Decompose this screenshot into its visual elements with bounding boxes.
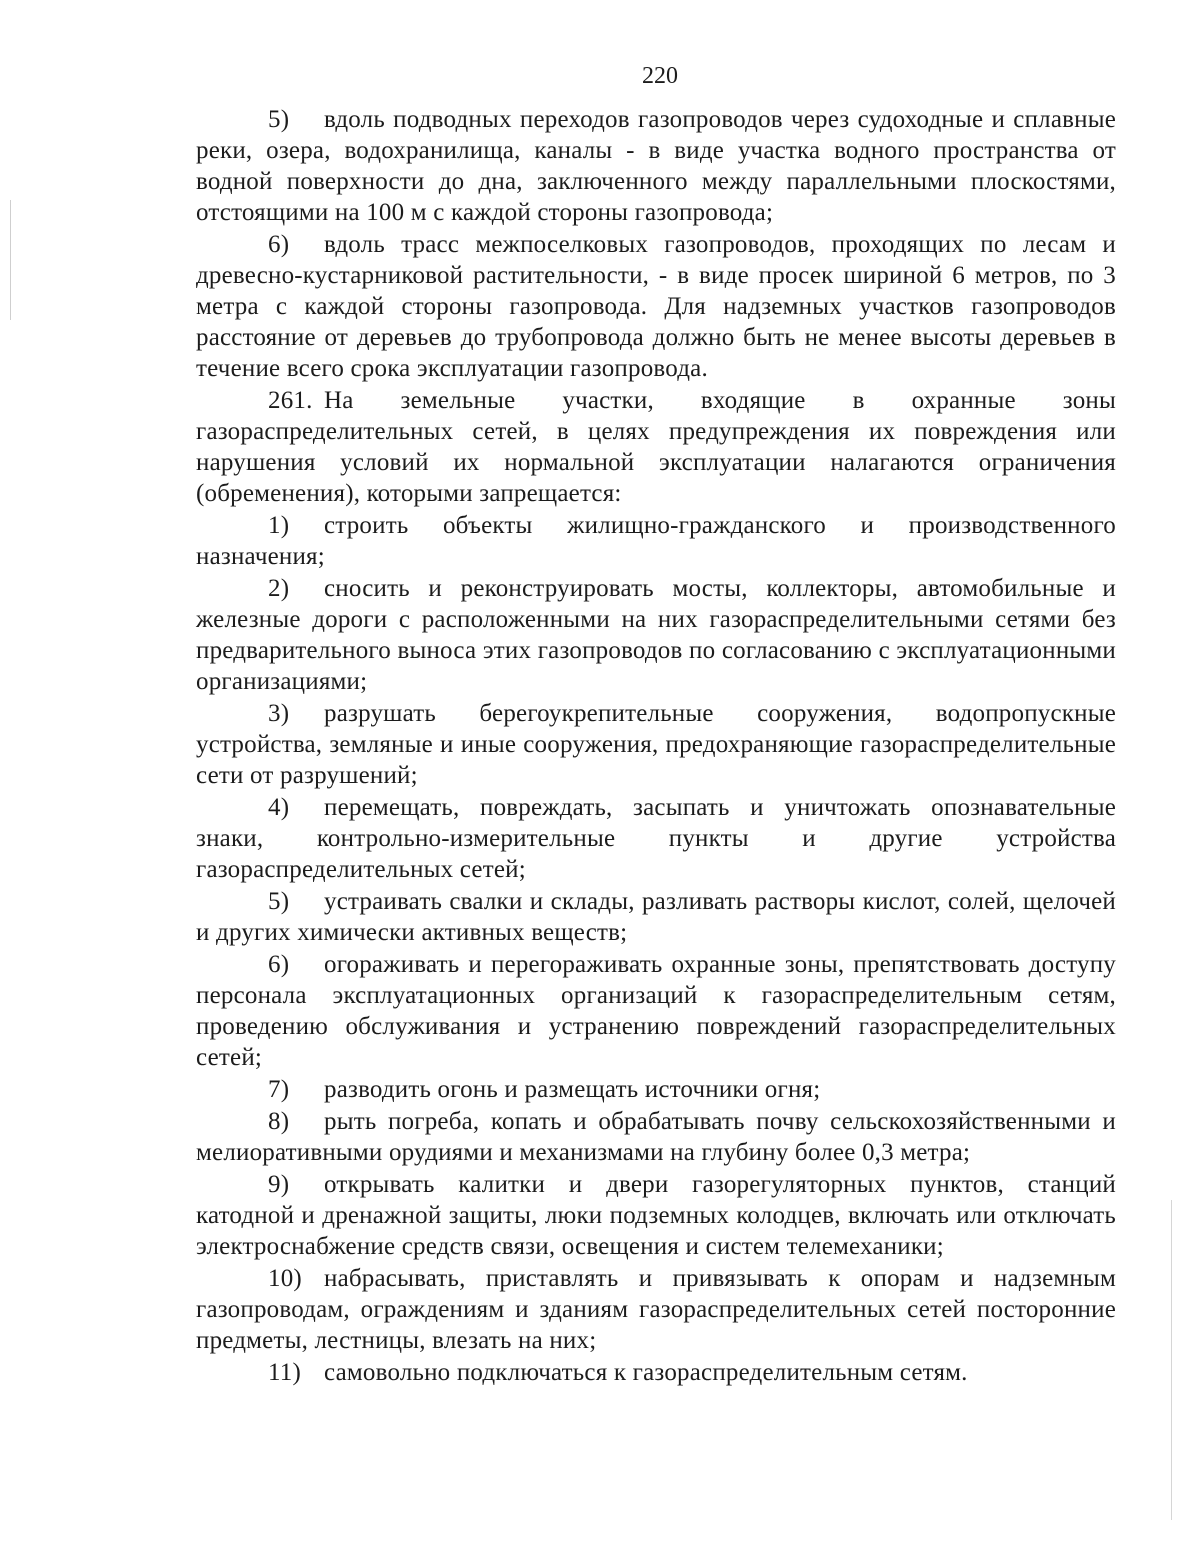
- list-item: [196, 573, 1116, 697]
- section-paragraph: [196, 385, 1116, 509]
- item-number: 6): [268, 231, 290, 258]
- list-item: [196, 510, 1116, 572]
- list-item: [196, 1074, 1116, 1105]
- item-text: сносить и реконструировать мосты, коллекторы, автомобильные и железные дороги с расположенными на них газораспределительными сетями без предварительного выноса этих газопроводов по согласованию с эксплуатационными организациями;: [196, 575, 1116, 695]
- document-body: [196, 104, 1116, 1388]
- item-number: 4): [268, 794, 290, 821]
- item-text: набрасывать, приставлять и привязывать к опорам и надземным газопроводам, ограждениям и зданиям газораспределительных сетей посторонние предметы, лестницы, влезать на них;: [196, 1265, 1116, 1354]
- item-text: рыть погреба, копать и обрабатывать почву сельскохозяйственными и мелиоративными орудиями и механизмами на глубину более 0,3 метра;: [196, 1108, 1116, 1166]
- item-text: самовольно подключаться к газораспределительным сетям.: [324, 1359, 968, 1386]
- page-number: 220: [642, 63, 678, 89]
- section-text: На земельные участки, входящие в охранные зоны газораспределительных сетей, в целях предупреждения их повреждения или нарушения условий их нормальной эксплуатации налагаются ограничения (обременения), которыми запрещается:: [196, 387, 1116, 507]
- list-item: [196, 886, 1116, 948]
- list-item: [196, 1169, 1116, 1262]
- section-number: 261.: [268, 387, 313, 414]
- item-number: 10): [268, 1265, 302, 1292]
- item-text: вдоль трасс межпоселковых газопроводов, проходящих по лесам и древесно-кустарниковой растительности, - в виде просек шириной 6 метров, по 3 метра с каждой стороны газопровода. Для надземных участков газопроводов расстояние от деревьев до трубопровода должно быть не менее высоты деревьев в течение всего срока эксплуатации газопровода.: [196, 231, 1116, 382]
- list-item: [196, 1106, 1116, 1168]
- item-text: разрушать берегоукрепительные сооружения, водопропускные устройства, земляные и иные сооружения, предохраняющие газораспределительные сети от разрушений;: [196, 700, 1116, 789]
- item-text: вдоль подводных переходов газопроводов через судоходные и сплавные реки, озера, водохранилища, каналы - в виде участка водного пространства от водной поверхности до дна, заключенного между параллельными плоскостями, отстоящими на 100 м с каждой стороны газопровода;: [196, 106, 1116, 226]
- item-text: разводить огонь и размещать источники огня;: [324, 1076, 821, 1103]
- item-number: 7): [268, 1076, 290, 1103]
- list-item: [196, 229, 1116, 384]
- item-number: 8): [268, 1108, 290, 1135]
- item-number: 2): [268, 575, 290, 602]
- item-number: 11): [268, 1359, 301, 1386]
- list-item: [196, 792, 1116, 885]
- item-number: 9): [268, 1171, 290, 1198]
- item-text: перемещать, повреждать, засыпать и уничтожать опознавательные знаки, контрольно-измерительные пункты и другие устройства газораспределительных сетей;: [196, 794, 1116, 883]
- list-item: [196, 949, 1116, 1073]
- scan-edge-mark: [1171, 1200, 1172, 1520]
- item-text: открывать калитки и двери газорегуляторных пунктов, станций катодной и дренажной защиты, люки подземных колодцев, включать или отключать электроснабжение средств связи, освещения и систем телемеханики;: [196, 1171, 1116, 1260]
- item-number: 6): [268, 951, 290, 978]
- scan-edge-mark: [10, 200, 11, 320]
- item-number: 5): [268, 106, 290, 133]
- item-text: строить объекты жилищно-гражданского и производственного назначения;: [196, 512, 1116, 570]
- item-number: 3): [268, 700, 290, 727]
- list-item: [196, 1263, 1116, 1356]
- list-item: [196, 104, 1116, 228]
- list-item: [196, 698, 1116, 791]
- item-number: 1): [268, 512, 290, 539]
- item-number: 5): [268, 888, 290, 915]
- list-item: [196, 1357, 1116, 1388]
- item-text: устраивать свалки и склады, разливать растворы кислот, солей, щелочей и других химически активных веществ;: [196, 888, 1116, 946]
- item-text: огораживать и перегораживать охранные зоны, препятствовать доступу персонала эксплуатационных организаций к газораспределительным сетям, проведению обслуживания и устранению повреждений газораспределительных сетей;: [196, 951, 1116, 1071]
